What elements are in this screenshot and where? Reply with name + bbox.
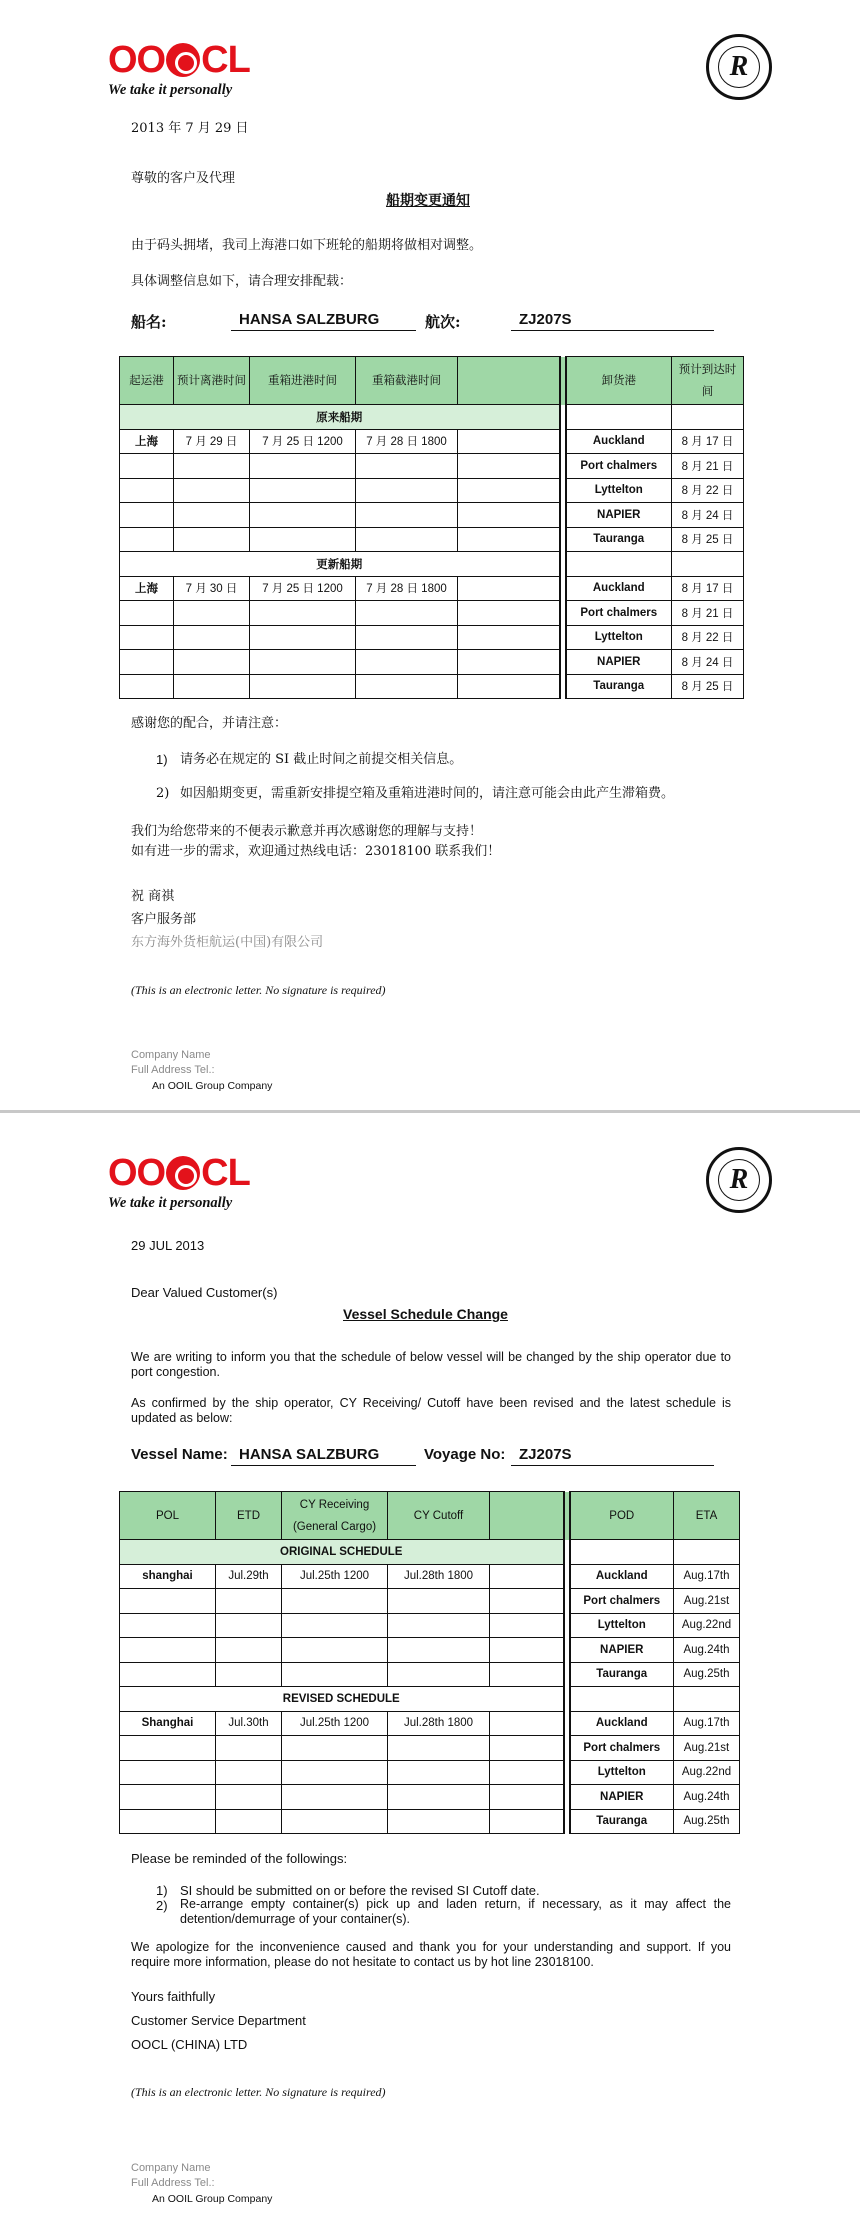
logo-tagline: We take it personally bbox=[108, 82, 233, 98]
table-row bbox=[120, 429, 744, 454]
closing-company: 东方海外货柜航运(中国)有限公司 bbox=[131, 935, 324, 950]
vessel-label: 船名: bbox=[131, 313, 167, 331]
table-row bbox=[120, 1760, 740, 1785]
closing-2: Customer Service Department bbox=[131, 2013, 306, 2028]
voyage-value: ZJ207S bbox=[511, 311, 714, 331]
closing-1: Yours faithfully bbox=[131, 1989, 216, 2004]
cell-eta: Aug.21st bbox=[674, 1589, 740, 1614]
cell-cy-receiving: 7 月 25 日 1200 bbox=[250, 576, 356, 601]
table-row bbox=[120, 1736, 740, 1761]
table-row bbox=[120, 527, 744, 552]
cell-etd: Jul.29th bbox=[216, 1564, 282, 1589]
note-number-1: 1) bbox=[156, 1883, 168, 1898]
cell-pod: Lyttelton bbox=[570, 1613, 674, 1638]
logo-tagline: We take it personally bbox=[108, 1195, 233, 1211]
voyage-value: ZJ207S bbox=[511, 1446, 714, 1466]
cell-etd: Jul.30th bbox=[216, 1711, 282, 1736]
header-cy-cutoff: 重箱截港时间 bbox=[356, 357, 458, 405]
cell-eta: Aug.21st bbox=[674, 1736, 740, 1761]
cell-pod: NAPIER bbox=[570, 1638, 674, 1663]
table-header-row bbox=[120, 1492, 740, 1540]
cell-eta: Aug.17th bbox=[674, 1711, 740, 1736]
section-label-original: 原来船期 bbox=[120, 405, 560, 430]
table-row bbox=[120, 576, 744, 601]
oocl-logo bbox=[108, 40, 258, 99]
cell-pod: NAPIER bbox=[566, 650, 672, 675]
table-row bbox=[120, 1662, 740, 1687]
quality-seal-icon: R bbox=[706, 1147, 772, 1213]
note-number-2: 2) bbox=[156, 786, 170, 801]
intro-paragraph: We are writing to inform you that the schedule of below vessel will be changed by the ship operator due to port congestion. bbox=[131, 1350, 731, 1379]
note-1: 请务必在规定的 SI 截止时间之前提交相关信息。 bbox=[180, 752, 463, 767]
cell-eta: Aug.25th bbox=[674, 1809, 740, 1834]
footer-company-name: Company Name bbox=[131, 1049, 211, 1061]
greeting: 尊敬的客户及代理 bbox=[131, 171, 236, 186]
closing-company: OOCL (CHINA) LTD bbox=[131, 2037, 248, 2052]
cell-pod: Auckland bbox=[566, 429, 672, 454]
note-1: SI should be submitted on or before the revised SI Cutoff date. bbox=[180, 1883, 540, 1898]
schedule-table bbox=[119, 356, 744, 699]
cell-eta: Aug.25th bbox=[674, 1662, 740, 1687]
closing-2: 客户服务部 bbox=[131, 912, 197, 927]
cell-pol: 上海 bbox=[120, 429, 174, 454]
table-row bbox=[120, 1564, 740, 1589]
apology-paragraph: We apologize for the inconvenience caused and thank you for your understanding and support. If you require more information, please do not hesitate to contact us by hot line 23018100. bbox=[131, 1940, 731, 1969]
table-row bbox=[120, 1638, 740, 1663]
note-number-1: 1) bbox=[156, 752, 168, 767]
section-row-original bbox=[120, 1540, 740, 1565]
header-cy-cutoff: CY Cutoff bbox=[388, 1492, 490, 1540]
cell-eta: 8 月 22 日 bbox=[672, 625, 744, 650]
flower-icon bbox=[166, 43, 200, 77]
quality-seal-icon: R bbox=[706, 34, 772, 100]
cell-eta: 8 月 21 日 bbox=[672, 454, 744, 479]
cell-pod: Auckland bbox=[570, 1711, 674, 1736]
cell-pod: Port chalmers bbox=[570, 1736, 674, 1761]
letter-date: 29 JUL 2013 bbox=[131, 1238, 205, 1253]
table-row bbox=[120, 1613, 740, 1638]
footer-address: Full Address Tel.: bbox=[131, 2177, 215, 2189]
table-row bbox=[120, 503, 744, 528]
table-row bbox=[120, 1785, 740, 1810]
logo-wordmark: OO CL bbox=[108, 1152, 250, 1194]
cell-cy-cutoff: 7 月 28 日 1800 bbox=[356, 576, 458, 601]
cell-pod: Lyttelton bbox=[566, 478, 672, 503]
cell-pod: Port chalmers bbox=[566, 454, 672, 479]
cell-eta: 8 月 17 日 bbox=[672, 429, 744, 454]
cell-eta: 8 月 24 日 bbox=[672, 650, 744, 675]
vessel-value: HANSA SALZBURG bbox=[231, 1446, 416, 1466]
cell-cy-receiving: Jul.25th 1200 bbox=[282, 1711, 388, 1736]
section-row-revised bbox=[120, 552, 744, 577]
header-eta: ETA bbox=[674, 1492, 740, 1540]
table-row bbox=[120, 674, 744, 699]
cell-pod: Auckland bbox=[566, 576, 672, 601]
footer-group: An OOIL Group Company bbox=[152, 2193, 273, 2205]
header-pol: POL bbox=[120, 1492, 216, 1540]
cell-pod: Auckland bbox=[570, 1564, 674, 1589]
logo-wordmark: OO CL bbox=[108, 39, 250, 81]
footer-company-name: Company Name bbox=[131, 2162, 211, 2174]
schedule-table bbox=[119, 1491, 740, 1834]
voyage-label: Voyage No: bbox=[424, 1446, 506, 1463]
cell-eta: 8 月 21 日 bbox=[672, 601, 744, 626]
table-row bbox=[120, 601, 744, 626]
table-row bbox=[120, 1809, 740, 1834]
letter-page-english bbox=[0, 1113, 860, 2226]
table-row bbox=[120, 625, 744, 650]
cell-eta: 8 月 17 日 bbox=[672, 576, 744, 601]
table-row bbox=[120, 1589, 740, 1614]
cell-eta: Aug.17th bbox=[674, 1564, 740, 1589]
cell-pod: Tauranga bbox=[570, 1662, 674, 1687]
note-number-2: 2) bbox=[156, 1898, 168, 1913]
vessel-value: HANSA SALZBURG bbox=[231, 311, 416, 331]
footer-group: An OOIL Group Company bbox=[152, 1080, 273, 1092]
section-label-original: ORIGINAL SCHEDULE bbox=[120, 1540, 564, 1565]
letter-date: 2013 年 7 月 29 日 bbox=[131, 121, 249, 136]
cell-eta: Aug.24th bbox=[674, 1638, 740, 1663]
note-2: 如因船期变更，需重新安排提空箱及重箱进港时间的，请注意可能会由此产生滞箱费。 bbox=[180, 786, 675, 801]
table-row bbox=[120, 650, 744, 675]
letter-title: Vessel Schedule Change bbox=[343, 1306, 508, 1322]
cell-cy-receiving: Jul.25th 1200 bbox=[282, 1564, 388, 1589]
table-row bbox=[120, 1711, 740, 1736]
reminder-line: Please be reminded of the followings: bbox=[131, 1851, 348, 1866]
letter-page-chinese bbox=[0, 0, 860, 1110]
cell-pol: shanghai bbox=[120, 1564, 216, 1589]
cell-eta: 8 月 25 日 bbox=[672, 674, 744, 699]
vessel-label: Vessel Name: bbox=[131, 1446, 228, 1463]
apology-line-1: 我们为给您带来的不便表示歉意并再次感谢您的理解与支持！ bbox=[131, 824, 483, 839]
header-etd: ETD bbox=[216, 1492, 282, 1540]
cell-eta: Aug.22nd bbox=[674, 1613, 740, 1638]
electronic-letter-note: (This is an electronic letter. No signature is required) bbox=[131, 2085, 386, 2099]
cell-eta: 8 月 25 日 bbox=[672, 527, 744, 552]
cell-eta: Aug.24th bbox=[674, 1785, 740, 1810]
table-row bbox=[120, 478, 744, 503]
cell-cy-cutoff: 7 月 28 日 1800 bbox=[356, 429, 458, 454]
cell-pod: Port chalmers bbox=[570, 1589, 674, 1614]
cell-pod: Tauranga bbox=[570, 1809, 674, 1834]
table-header-row bbox=[120, 357, 744, 405]
header-cy-receiving: 重箱进港时间 bbox=[250, 357, 356, 405]
header-blank bbox=[458, 357, 560, 405]
cell-pod: NAPIER bbox=[570, 1785, 674, 1810]
cell-pod: Lyttelton bbox=[570, 1760, 674, 1785]
header-pod: 卸货港 bbox=[566, 357, 672, 405]
section-row-revised bbox=[120, 1687, 740, 1712]
cell-eta: 8 月 22 日 bbox=[672, 478, 744, 503]
cell-pod: Tauranga bbox=[566, 674, 672, 699]
cell-etd: 7 月 30 日 bbox=[174, 576, 250, 601]
header-pod: POD bbox=[570, 1492, 674, 1540]
cell-etd: 7 月 29 日 bbox=[174, 429, 250, 454]
cell-pol: 上海 bbox=[120, 576, 174, 601]
header-etd: 预计离港时间 bbox=[174, 357, 250, 405]
cell-cy-cutoff: Jul.28th 1800 bbox=[388, 1564, 490, 1589]
section-label-revised: 更新船期 bbox=[120, 552, 560, 577]
cell-pod: Port chalmers bbox=[566, 601, 672, 626]
cell-eta: 8 月 24 日 bbox=[672, 503, 744, 528]
header-cy-receiving: CY Receiving (General Cargo) bbox=[282, 1492, 388, 1540]
cell-cy-cutoff: Jul.28th 1800 bbox=[388, 1711, 490, 1736]
apology-line-2: 如有进一步的需求，欢迎通过热线电话：23018100 联系我们！ bbox=[131, 844, 501, 859]
cell-pod: Lyttelton bbox=[566, 625, 672, 650]
cell-cy-receiving: 7 月 25 日 1200 bbox=[250, 429, 356, 454]
intro-paragraph: 由于码头拥堵，我司上海港口如下班轮的船期将做相对调整。 bbox=[131, 238, 483, 253]
letter-title: 船期变更通知 bbox=[386, 193, 470, 209]
section-row-original bbox=[120, 405, 744, 430]
note-2: Re-arrange empty container(s) pick up and laden return, if necessary, as it may affect the detention/demurrage of your container(s). bbox=[180, 1897, 731, 1926]
thanks-line: 感谢您的配合，并请注意： bbox=[131, 716, 288, 731]
footer-address: Full Address Tel.: bbox=[131, 1064, 215, 1076]
greeting: Dear Valued Customer(s) bbox=[131, 1285, 278, 1300]
cell-eta: Aug.22nd bbox=[674, 1760, 740, 1785]
header-eta: 预计到达时间 bbox=[672, 357, 744, 405]
adjust-paragraph: As confirmed by the ship operator, CY Receiving/ Cutoff have been revised and the latest schedule is updated as below: bbox=[131, 1396, 731, 1425]
table-row bbox=[120, 454, 744, 479]
header-pol: 起运港 bbox=[120, 357, 174, 405]
voyage-label: 航次: bbox=[425, 313, 461, 331]
closing-1: 祝 商祺 bbox=[131, 889, 175, 904]
section-label-revised: REVISED SCHEDULE bbox=[120, 1687, 564, 1712]
cell-pol: Shanghai bbox=[120, 1711, 216, 1736]
header-blank bbox=[490, 1492, 564, 1540]
cell-pod: NAPIER bbox=[566, 503, 672, 528]
cell-pod: Tauranga bbox=[566, 527, 672, 552]
adjust-paragraph: 具体调整信息如下，请合理安排配载： bbox=[131, 274, 353, 289]
flower-icon bbox=[166, 1156, 200, 1190]
electronic-letter-note: (This is an electronic letter. No signature is required) bbox=[131, 983, 386, 997]
oocl-logo bbox=[108, 1153, 258, 1212]
